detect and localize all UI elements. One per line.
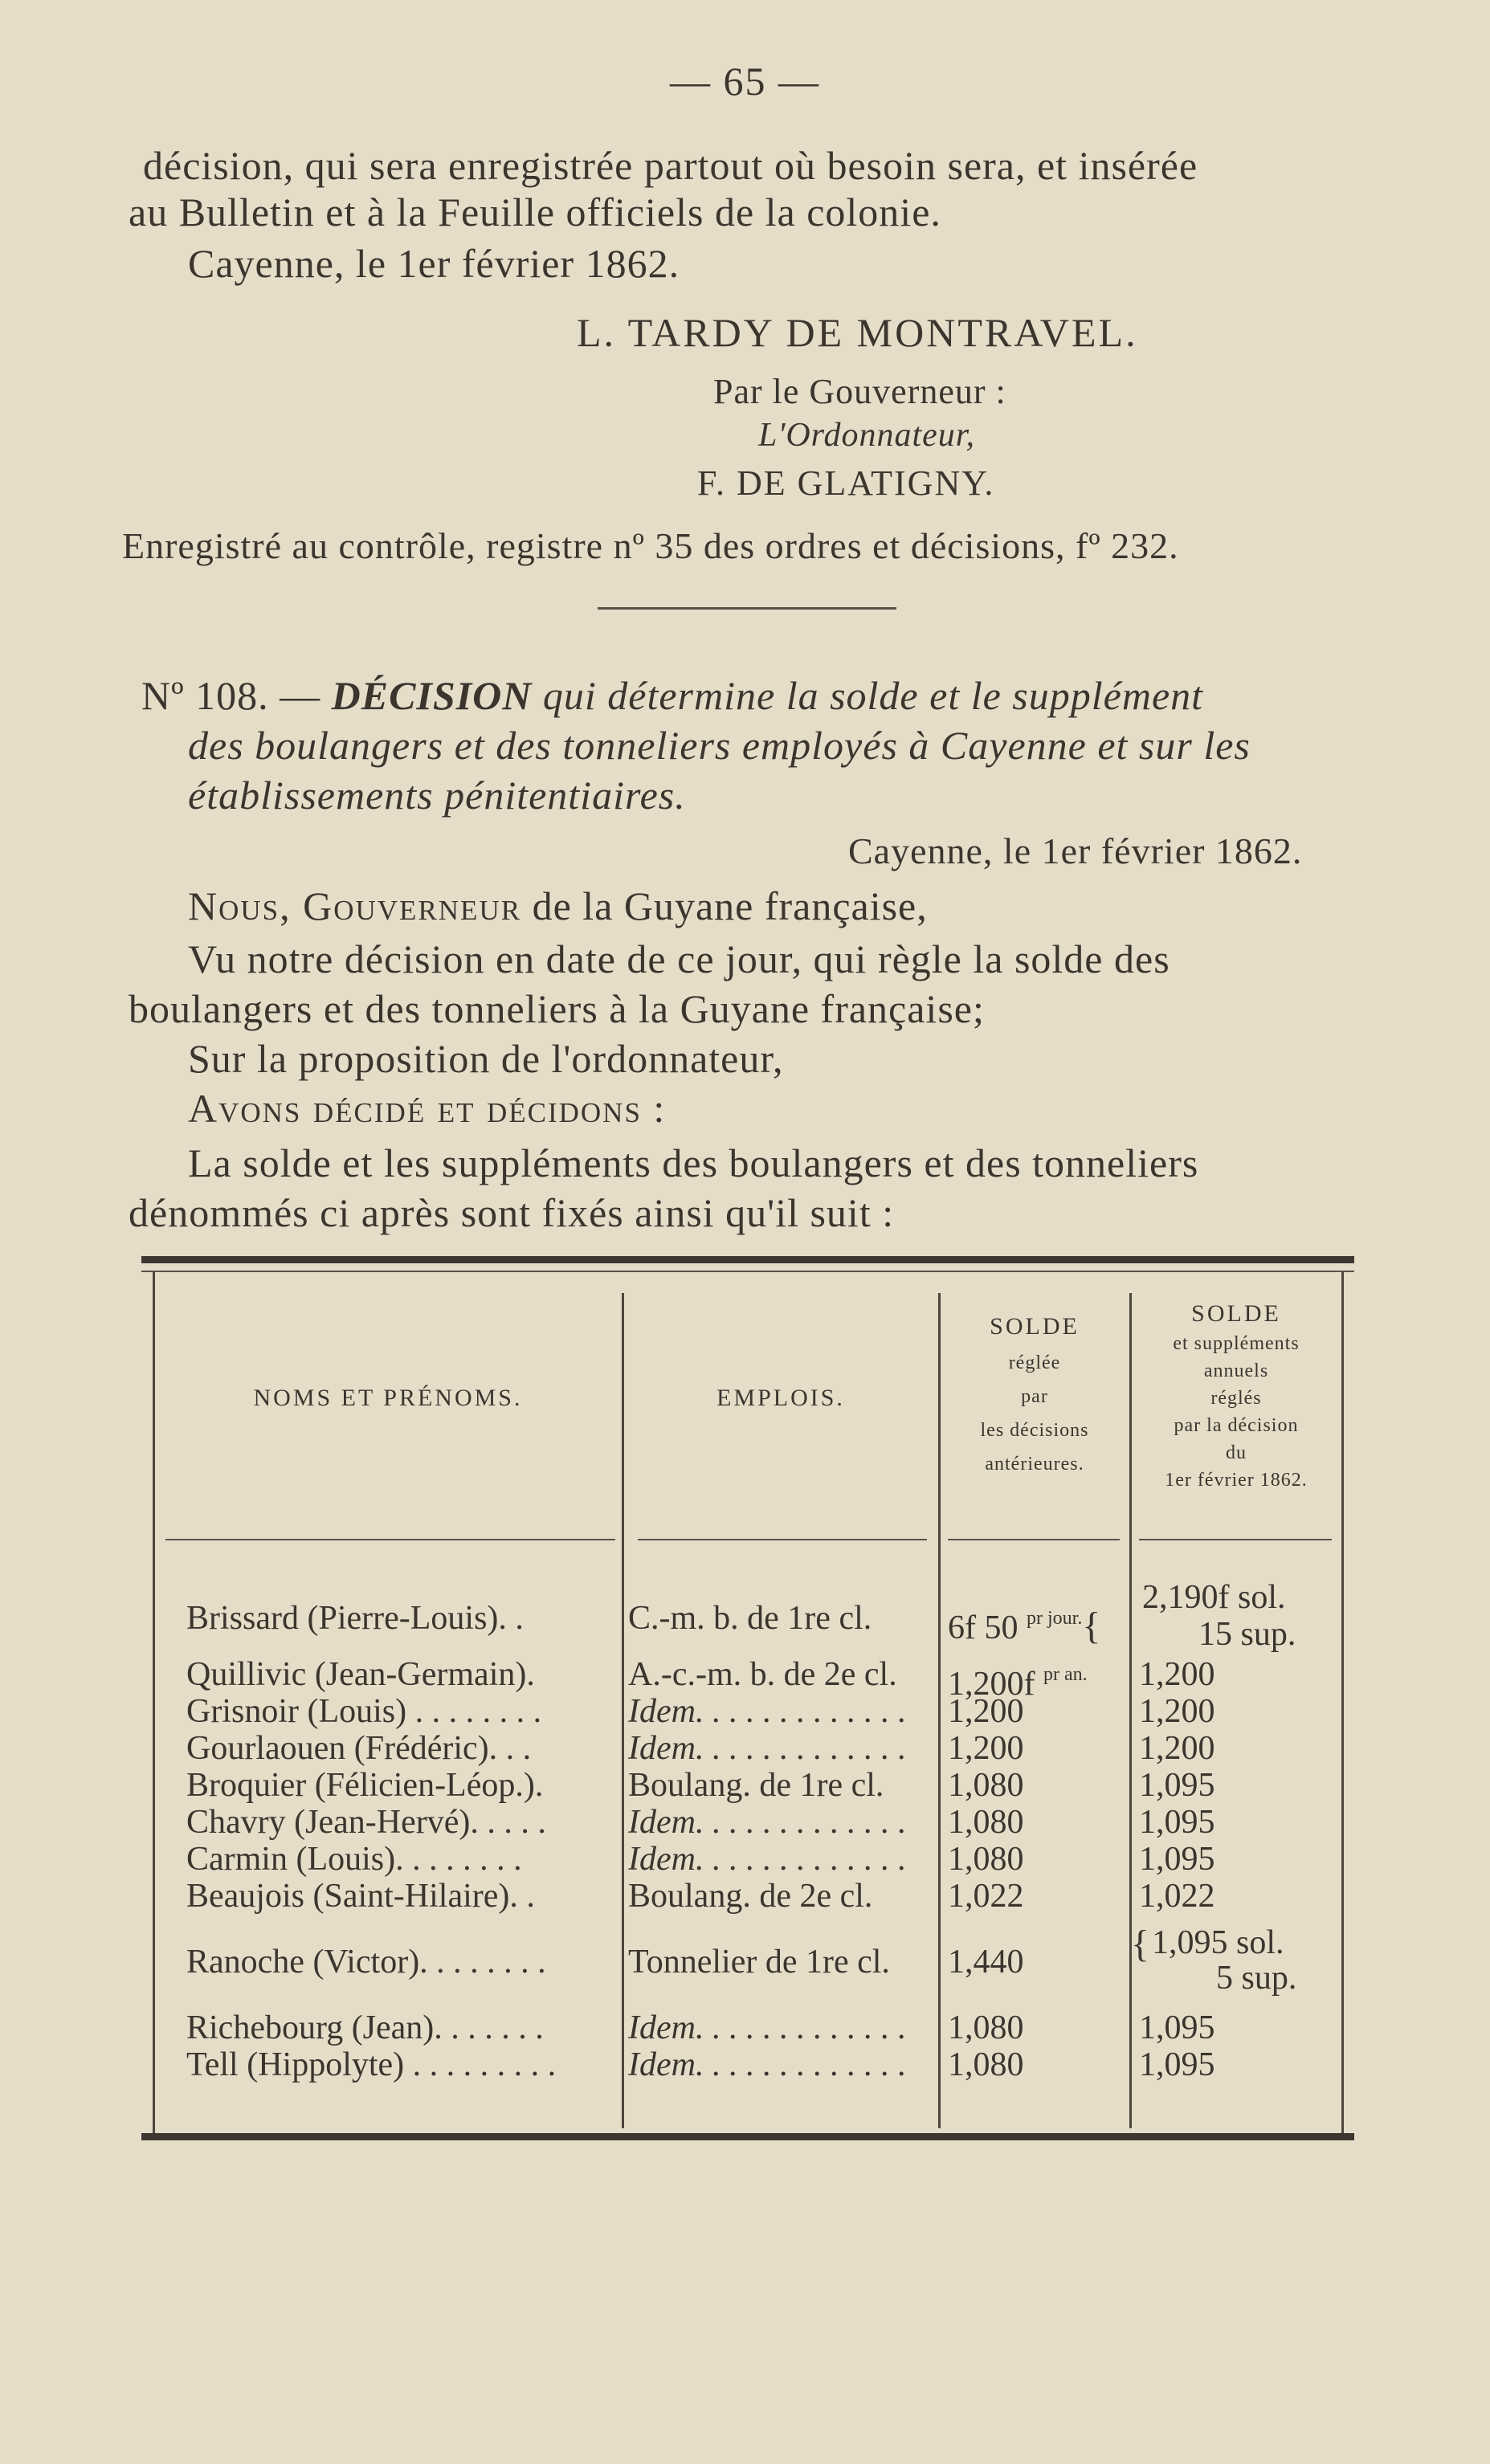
intro-line-2: au Bulletin et à la Feuille officiels de la colonie. xyxy=(129,190,941,235)
header-names: NOMS ET PRÉNOMS. xyxy=(253,1385,523,1411)
row-name: Richebourg (Jean). . . . . . . xyxy=(186,2009,544,2046)
row-name: Chavry (Jean-Hervé). . . . . xyxy=(186,1804,546,1841)
header-solde-new-5: du xyxy=(1226,1442,1247,1463)
row-solde-new: 1,095 xyxy=(1139,2046,1215,2083)
row-emploi: Idem. . . . . . . . . . . . . xyxy=(628,2009,907,2046)
header-underline-2 xyxy=(638,1539,927,1540)
header-underline-1 xyxy=(165,1539,615,1540)
row-emploi: Boulang. de 2e cl. xyxy=(628,1878,873,1915)
nous-line xyxy=(188,882,928,930)
table-top-border xyxy=(141,1256,1354,1263)
header-solde-old-4: antérieures. xyxy=(985,1454,1084,1475)
decision-number: Nº 108. — xyxy=(141,673,321,718)
row-name: Quillivic (Jean-Germain). xyxy=(186,1656,535,1693)
la-line-2: dénommés ci après sont fixés ainsi qu'il suit : xyxy=(129,1190,895,1235)
signature-par-le: Par le Gouverneur : xyxy=(713,372,1006,411)
row-emploi: Idem. . . . . . . . . . . . . xyxy=(628,2046,907,2083)
row-name: Gourlaouen (Frédéric). . . xyxy=(186,1730,532,1767)
page-number: — 65 — xyxy=(670,59,820,104)
header-solde-new-6: 1er février 1862. xyxy=(1165,1470,1308,1491)
vu-line-1: Vu notre décision en date de ce jour, qui règle la solde des xyxy=(188,936,1170,981)
row-solde-new-sup: 15 sup. xyxy=(1198,1616,1296,1653)
column-divider-1 xyxy=(622,1293,624,2128)
signature-governor: L. TARDY DE MONTRAVEL. xyxy=(577,310,1138,355)
row-solde-old: 1,440 xyxy=(948,1944,1024,1981)
row-emploi: Idem. . . . . . . . . . . . . xyxy=(628,1730,907,1767)
row-name: Brissard (Pierre-Louis). . xyxy=(186,1600,524,1637)
row-solde-old-value: 1,200f xyxy=(948,1666,1035,1703)
row-solde-new: 1,022 xyxy=(1139,1878,1215,1915)
header-emplois: EMPLOIS. xyxy=(716,1385,845,1411)
row-solde-old xyxy=(948,1600,1100,1646)
header-underline-4 xyxy=(1139,1539,1332,1540)
registration-note: Enregistré au contrôle, registre nº 35 des ordres et décisions, fº 232. xyxy=(122,525,1179,566)
row-solde-new: 1,095 xyxy=(1139,2009,1215,2046)
row-name: Carmin (Louis). . . . . . . . xyxy=(186,1841,522,1878)
row-solde-old: 1,022 xyxy=(948,1878,1024,1915)
row-name: Grisnoir (Louis) . . . . . . . . xyxy=(186,1693,542,1730)
row-solde-old: 1,200 xyxy=(948,1693,1024,1730)
decision-heading xyxy=(141,671,1203,720)
row-solde-old: 1,080 xyxy=(948,1804,1024,1841)
row-emploi: Idem. . . . . . . . . . . . . xyxy=(628,1841,907,1878)
header-solde-old-2: par xyxy=(1021,1386,1048,1407)
row-solde-new: 1,095 xyxy=(1139,1841,1215,1878)
decision-title-bold: DÉCISION xyxy=(331,673,533,718)
vu-line-2: boulangers et des tonneliers à la Guyane française; xyxy=(129,986,985,1031)
row-emploi: C.-m. b. de 1re cl. xyxy=(628,1600,872,1637)
avons-line: Avons décidé et décidons : xyxy=(188,1086,667,1131)
row-solde-old: 1,080 xyxy=(948,2009,1024,2046)
sur-line: Sur la proposition de l'ordonnateur, xyxy=(188,1036,784,1081)
intro-place-date: Cayenne, le 1er février 1862. xyxy=(188,241,680,286)
header-solde-old-title: SOLDE xyxy=(990,1313,1080,1340)
signature-ordonnateur-name: F. DE GLATIGNY. xyxy=(697,463,995,503)
row-solde-new: 2,190f sol. xyxy=(1142,1579,1286,1616)
row-solde-new-sup: 5 sup. xyxy=(1216,1960,1297,1997)
row-emploi: Idem. . . . . . . . . . . . . xyxy=(628,1804,907,1841)
header-solde-new-title: SOLDE xyxy=(1191,1300,1281,1327)
decision-date: Cayenne, le 1er février 1862. xyxy=(848,830,1303,871)
brace-glyph: { xyxy=(1131,1923,1150,1965)
row-name: Tell (Hippolyte) . . . . . . . . . xyxy=(186,2046,557,2083)
row-name: Ranoche (Victor). . . . . . . . xyxy=(186,1944,546,1981)
header-solde-new-2: annuels xyxy=(1203,1361,1269,1381)
row-solde-old: 1,080 xyxy=(948,1841,1024,1878)
header-solde-old xyxy=(940,1311,1129,1478)
decision-title-line-1: qui détermine la solde et le supplément xyxy=(542,673,1204,718)
nous-rest: de la Guyane française, xyxy=(532,883,928,928)
brace-glyph: { xyxy=(1082,1605,1101,1647)
row-name: Beaujois (Saint-Hilaire). . xyxy=(186,1878,535,1915)
header-solde-old-3: les décisions xyxy=(980,1420,1089,1441)
row-solde-old: 1,080 xyxy=(948,1767,1024,1804)
header-solde-old-1: réglée xyxy=(1008,1352,1061,1373)
row-solde-old: 1,200 xyxy=(948,1730,1024,1767)
header-solde-new-4: par la décision xyxy=(1174,1415,1299,1436)
intro-line-1: décision, qui sera enregistrée partout où besoin sera, et insérée xyxy=(143,143,1198,188)
row-emploi: Idem. . . . . . . . . . . . . xyxy=(628,1693,907,1730)
row-solde-new: 1,095 xyxy=(1139,1804,1215,1841)
row-solde-new: 1,095 xyxy=(1139,1767,1215,1804)
header-underline-3 xyxy=(948,1539,1120,1540)
table-top-inner-border xyxy=(141,1271,1354,1272)
header-solde-new xyxy=(1131,1298,1341,1494)
header-solde-new-3: réglés xyxy=(1210,1388,1262,1409)
row-emploi: A.-c.-m. b. de 2e cl. xyxy=(628,1656,897,1693)
la-line-1: La solde et les suppléments des boulangers et des tonneliers xyxy=(188,1140,1199,1185)
row-solde-old-note: pr jour. xyxy=(1027,1608,1083,1629)
row-solde-new: 1,200 xyxy=(1139,1730,1215,1767)
table-right-border xyxy=(1341,1272,1344,2133)
separator-rule xyxy=(598,607,896,610)
row-solde-old-value: 6f 50 xyxy=(948,1609,1019,1646)
header-solde-new-1: et suppléments xyxy=(1173,1333,1300,1354)
decision-title-line-2: des boulangers et des tonneliers employés à Cayenne et sur les xyxy=(188,723,1251,768)
row-emploi: Boulang. de 1re cl. xyxy=(628,1767,884,1804)
table-bottom-border xyxy=(141,2133,1354,2140)
row-solde-new: 1,095 sol. xyxy=(1152,1924,1284,1961)
row-solde-new: 1,200 xyxy=(1139,1656,1215,1693)
signature-ordonnateur-title: L'Ordonnateur, xyxy=(758,417,975,454)
row-solde-old-note: pr an. xyxy=(1043,1664,1088,1685)
row-solde-old: 1,080 xyxy=(948,2046,1024,2083)
decision-title-line-3: établissements pénitentiaires. xyxy=(188,773,686,818)
nous-caps: Nous, Gouverneur xyxy=(188,883,522,928)
row-emploi: Tonnelier de 1re cl. xyxy=(628,1944,890,1981)
row-name: Broquier (Félicien-Léop.). xyxy=(186,1767,544,1804)
row-solde-new: 1,200 xyxy=(1139,1693,1215,1730)
